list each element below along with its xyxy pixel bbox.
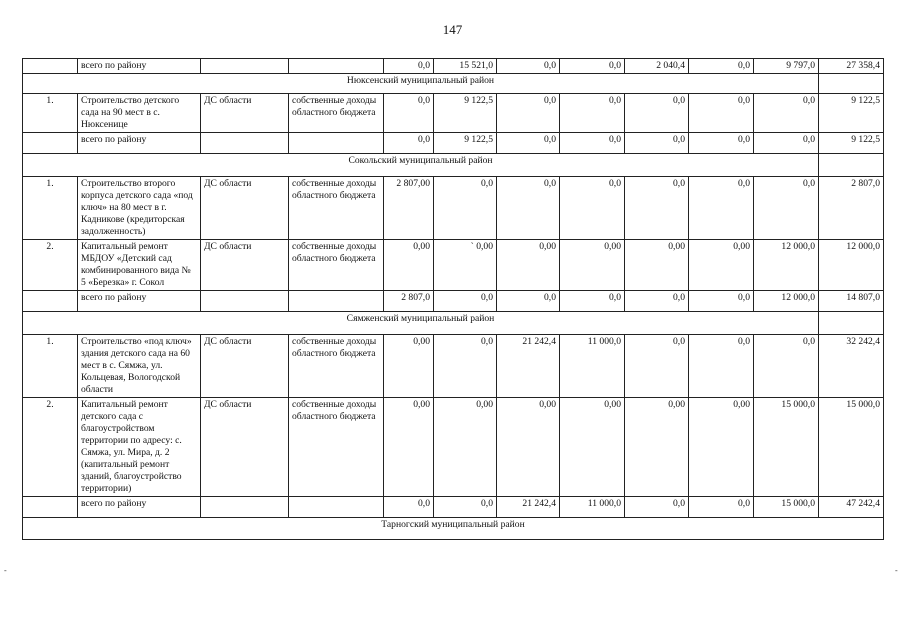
total-label: всего по району [78, 497, 201, 518]
value-cell: 0,00 [384, 335, 434, 398]
value-cell: 2 807,00 [384, 177, 434, 240]
value-cell: 0,0 [384, 497, 434, 518]
table-row [23, 398, 884, 497]
value-cell: 0,0 [560, 291, 625, 312]
value-cell: 9 797,0 [754, 59, 819, 74]
value-cell: 0,0 [497, 59, 560, 74]
value-cell: 9 122,5 [819, 133, 884, 154]
value-cell: 0,0 [384, 94, 434, 133]
value-cell: 0,0 [497, 133, 560, 154]
value-cell: 0,00 [625, 240, 689, 291]
value-cell: 0,0 [434, 335, 497, 398]
value-cell: 2 807,0 [819, 177, 884, 240]
value-cell: 0,00 [560, 240, 625, 291]
row-index: 1. [23, 177, 78, 240]
value-cell: 21 242,4 [497, 497, 560, 518]
value-cell: 0,0 [625, 133, 689, 154]
table-row [23, 94, 884, 133]
value-cell: 0,00 [560, 398, 625, 497]
value-cell: 12 000,0 [754, 291, 819, 312]
right-edge-mark: - [895, 566, 898, 575]
value-cell: 0,0 [754, 177, 819, 240]
customer: ДС области [201, 335, 289, 398]
value-cell: 0,0 [497, 94, 560, 133]
customer: ДС области [201, 94, 289, 133]
district-name: Сямженский муниципальный район [23, 312, 819, 335]
value-cell: 27 358,4 [819, 59, 884, 74]
value-cell: 15 000,0 [754, 398, 819, 497]
funding-source: собственные доходы областного бюджета [289, 335, 384, 398]
customer: ДС области [201, 177, 289, 240]
funding-source: собственные доходы областного бюджета [289, 398, 384, 497]
value-cell: 11 000,0 [560, 497, 625, 518]
funding-source: собственные доходы областного бюджета [289, 94, 384, 133]
value-cell: 0,0 [625, 94, 689, 133]
value-cell: 0,0 [560, 133, 625, 154]
value-cell: 15 521,0 [434, 59, 497, 74]
value-cell: 0,0 [384, 133, 434, 154]
value-cell: 0,0 [560, 59, 625, 74]
value-cell: 0,0 [625, 497, 689, 518]
value-cell: 9 122,5 [434, 94, 497, 133]
value-cell: 0,0 [434, 291, 497, 312]
table-row [23, 177, 884, 240]
district-header-row [23, 518, 884, 540]
district-name: Сокольский муниципальный район [23, 154, 819, 177]
value-cell: 0,0 [497, 177, 560, 240]
object-name: Строительство второго корпуса детского сада «под ключ» на 80 мест в г. Кадникове (кредиторская задолженность) [78, 177, 201, 240]
object-name: Строительство «под ключ» здания детского сада на 60 мест в с. Сямжа, ул. Кольцевая, Вологодской области [78, 335, 201, 398]
value-cell: 12 000,0 [754, 240, 819, 291]
table-row [23, 240, 884, 291]
object-name: Строительство детского сада на 90 мест в с. Нюксенице [78, 94, 201, 133]
object-name: Капитальный ремонт детского сада с благоустройством территории по адресу: с. Сямжа, ул. Мира, д. 2 (капитальный ремонт зданий, благоустройство территории) [78, 398, 201, 497]
value-cell: 0,00 [689, 240, 754, 291]
value-cell: 2 807,0 [384, 291, 434, 312]
total-label: всего по району [78, 59, 201, 74]
value-cell: 0,0 [689, 335, 754, 398]
value-cell: 0,0 [689, 291, 754, 312]
table-row [23, 335, 884, 398]
district-name: Нюксенский муниципальный район [23, 74, 819, 94]
value-cell: 0,0 [754, 94, 819, 133]
district-header-row [23, 312, 884, 335]
value-cell: 0,0 [625, 335, 689, 398]
row-index: 1. [23, 335, 78, 398]
value-cell: 0,0 [689, 59, 754, 74]
value-cell: 0,0 [754, 133, 819, 154]
value-cell: 15 000,0 [819, 398, 884, 497]
value-cell: 0,00 [689, 398, 754, 497]
funding-source: собственные доходы областного бюджета [289, 240, 384, 291]
value-cell: 0,0 [689, 133, 754, 154]
customer: ДС области [201, 240, 289, 291]
value-cell: 0,00 [384, 398, 434, 497]
customer: ДС области [201, 398, 289, 497]
value-cell: 0,0 [689, 94, 754, 133]
budget-table [22, 58, 884, 540]
funding-source: собственные доходы областного бюджета [289, 177, 384, 240]
district-total-row [23, 59, 884, 74]
value-cell: ` 0,00 [434, 240, 497, 291]
value-cell: 21 242,4 [497, 335, 560, 398]
value-cell: 14 807,0 [819, 291, 884, 312]
value-cell: 0,0 [434, 177, 497, 240]
value-cell: 0,0 [625, 177, 689, 240]
value-cell: 0,00 [434, 398, 497, 497]
value-cell: 0,00 [625, 398, 689, 497]
object-name: Капитальный ремонт МБДОУ «Детский сад комбинированного вида № 5 «Березка» г. Сокол [78, 240, 201, 291]
value-cell: 2 040,4 [625, 59, 689, 74]
value-cell: 0,0 [625, 291, 689, 312]
value-cell: 0,00 [497, 240, 560, 291]
row-index: 1. [23, 94, 78, 133]
value-cell: 9 122,5 [819, 94, 884, 133]
district-total-row [23, 497, 884, 518]
value-cell: 15 000,0 [754, 497, 819, 518]
value-cell: 47 242,4 [819, 497, 884, 518]
row-index: 2. [23, 398, 78, 497]
value-cell: 0,0 [754, 335, 819, 398]
value-cell: 0,0 [689, 497, 754, 518]
page-number: 147 [442, 22, 463, 37]
district-name: Тарногский муниципальный район [23, 518, 884, 540]
total-label: всего по району [78, 291, 201, 312]
row-index: 2. [23, 240, 78, 291]
value-cell: 0,0 [560, 177, 625, 240]
value-cell: 11 000,0 [560, 335, 625, 398]
value-cell: 0,0 [384, 59, 434, 74]
value-cell: 0,0 [434, 497, 497, 518]
district-total-row [23, 291, 884, 312]
value-cell: 0,00 [384, 240, 434, 291]
value-cell: 0,0 [689, 177, 754, 240]
district-total-row [23, 133, 884, 154]
left-edge-mark: - [4, 566, 7, 575]
district-header-row [23, 74, 884, 94]
district-header-row [23, 154, 884, 177]
value-cell: 0,0 [497, 291, 560, 312]
value-cell: 9 122,5 [434, 133, 497, 154]
total-label: всего по району [78, 133, 201, 154]
value-cell: 12 000,0 [819, 240, 884, 291]
value-cell: 0,00 [497, 398, 560, 497]
value-cell: 32 242,4 [819, 335, 884, 398]
value-cell: 0,0 [560, 94, 625, 133]
